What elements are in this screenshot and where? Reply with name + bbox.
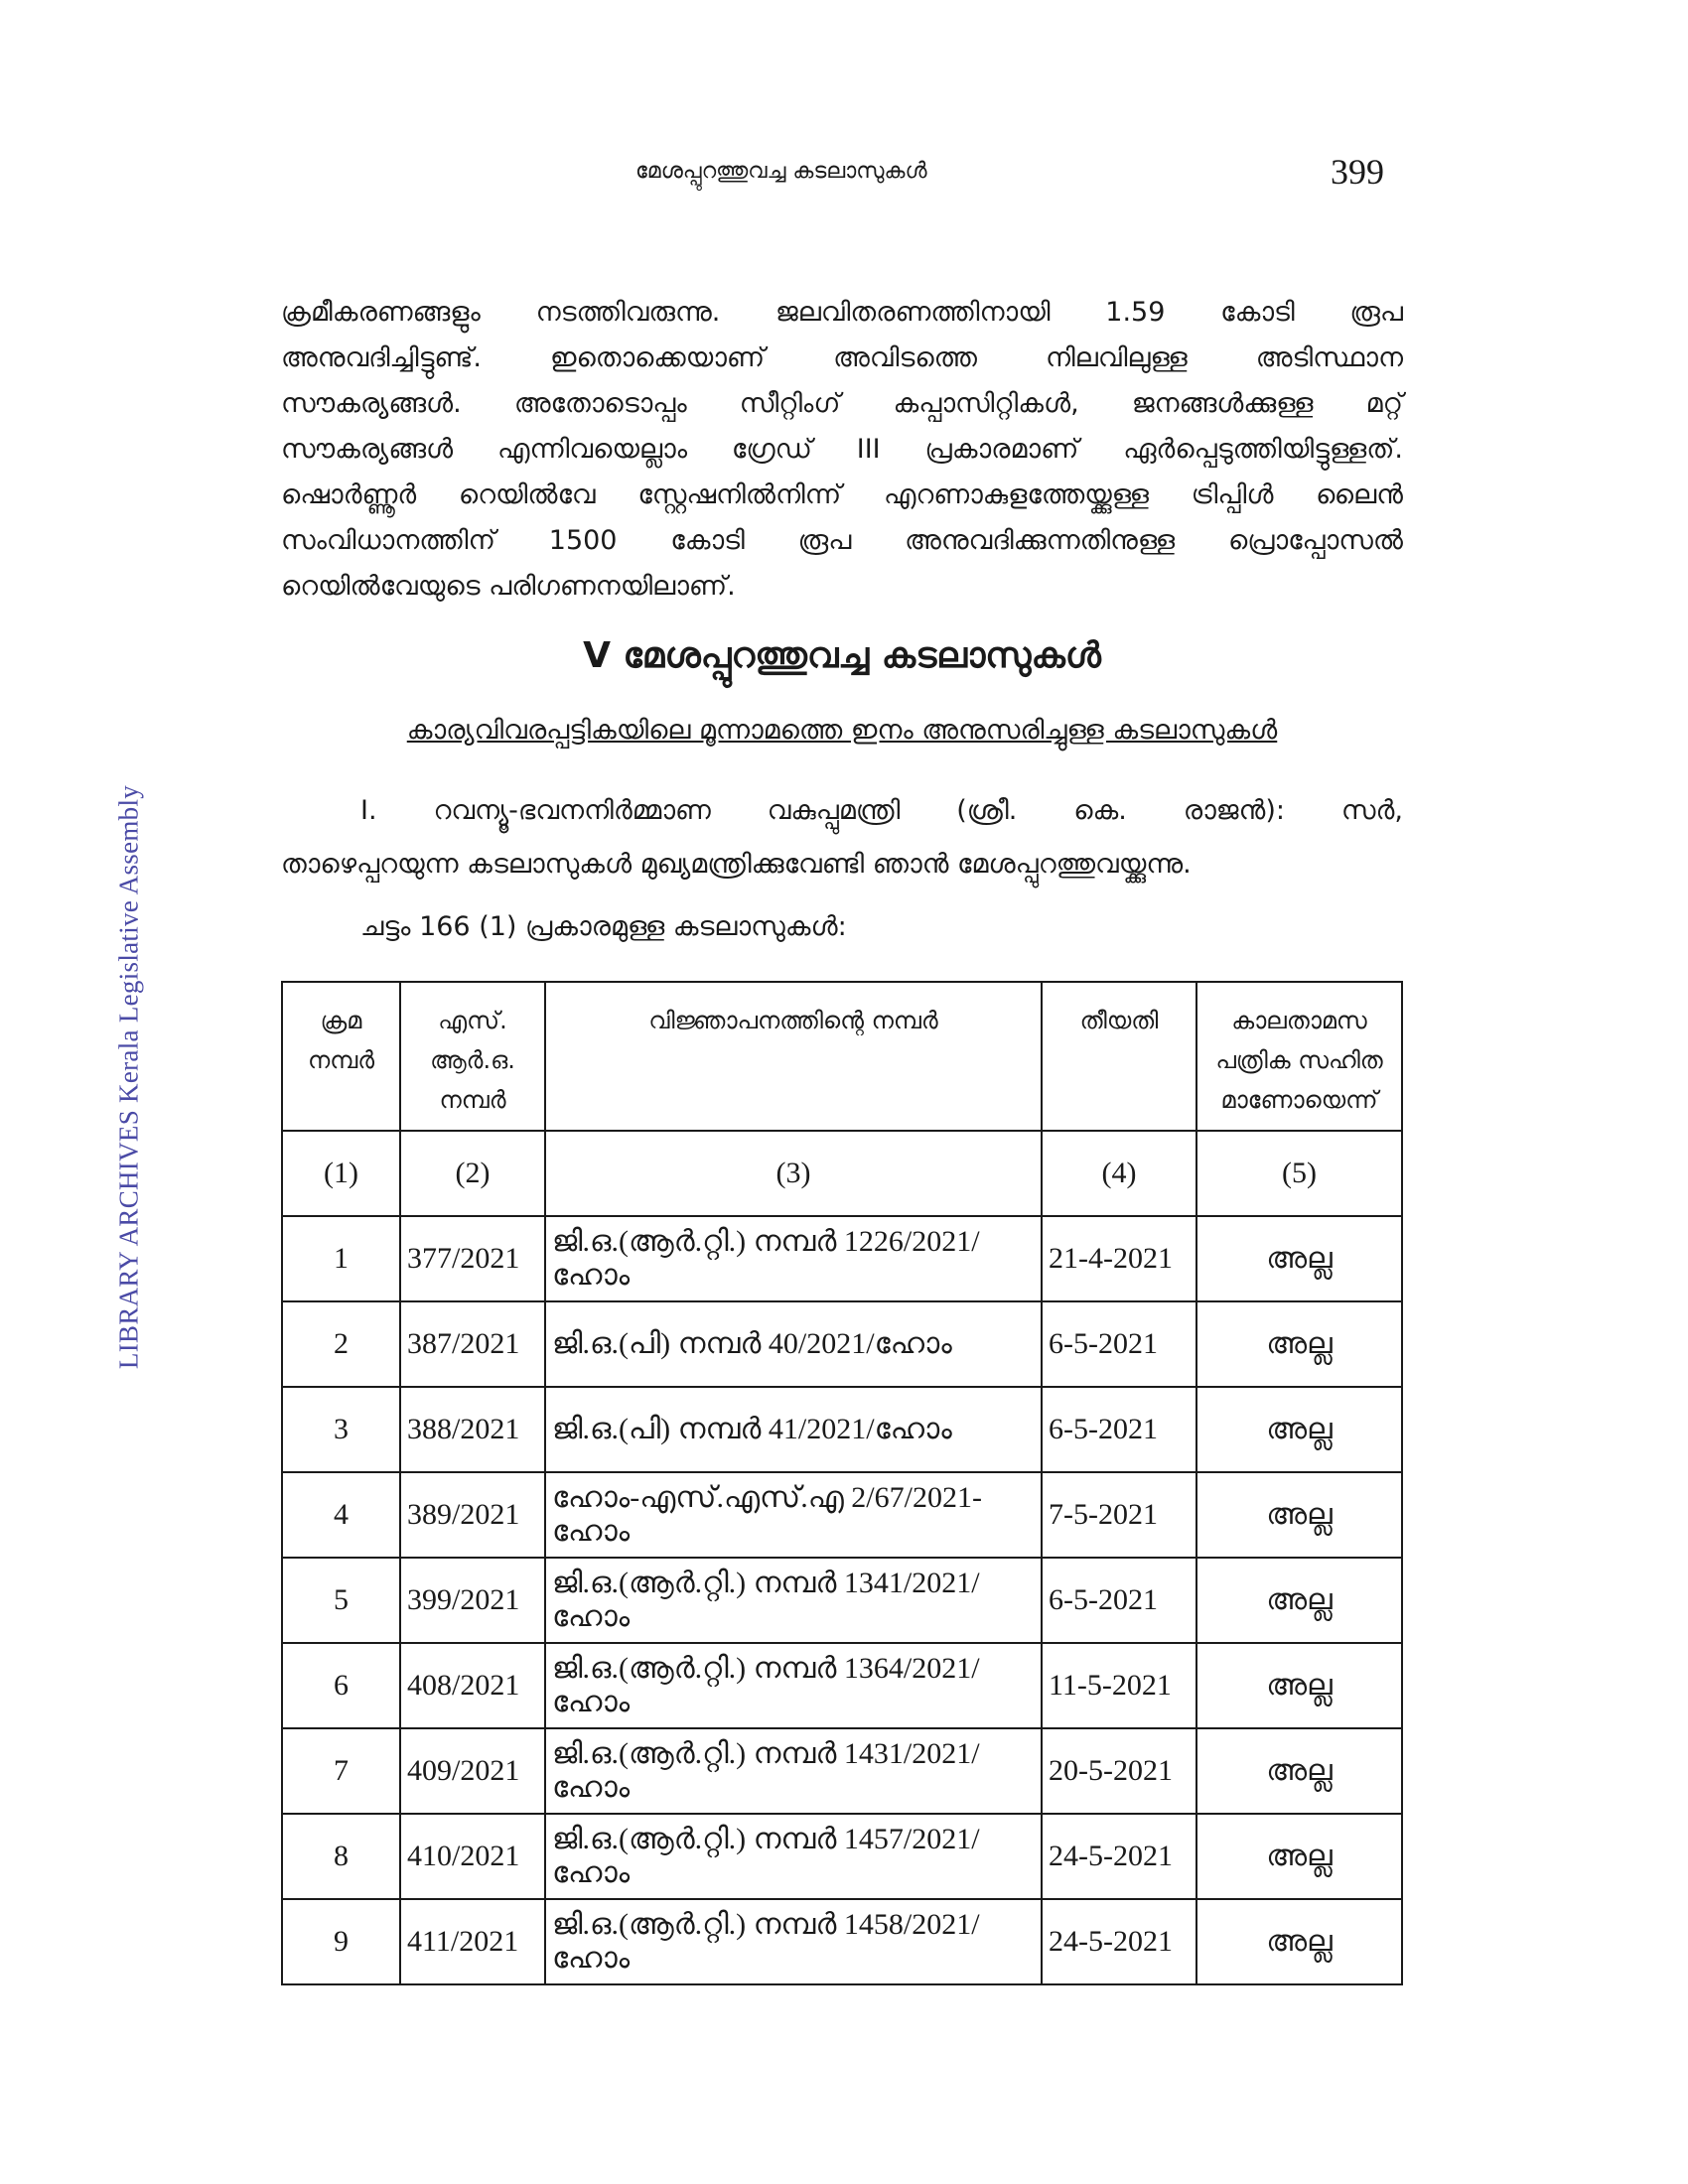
column-number: (1) [282, 1131, 400, 1216]
row-serial: 4 [282, 1472, 400, 1558]
row-notification: ജി.ഒ.(പി) നമ്പർ 41/2021/ഹോം [545, 1387, 1042, 1472]
row-notification: ജി.ഒ.(ആർ.റ്റി.) നമ്പർ 1431/2021/ഹോം [545, 1728, 1042, 1814]
row-sro-number: 409/2021 [400, 1728, 545, 1814]
row-serial: 8 [282, 1814, 400, 1899]
row-serial: 2 [282, 1301, 400, 1387]
column-number: (5) [1196, 1131, 1402, 1216]
row-delay-status: അല്ല [1196, 1643, 1402, 1728]
paragraph-line: സൗകര്യങ്ങൾ. അതോടൊപ്പം സീറ്റിംഗ് കപ്പാസിറ്റികൾ, ജനങ്ങൾക്കുള്ള മറ്റ് [281, 388, 1403, 419]
row-serial: 3 [282, 1387, 400, 1472]
table-header-row [282, 982, 1402, 1131]
row-sro-number: 410/2021 [400, 1814, 545, 1899]
row-date: 7-5-2021 [1042, 1472, 1196, 1558]
row-serial: 5 [282, 1558, 400, 1643]
row-sro-number: 388/2021 [400, 1387, 545, 1472]
paragraph-line: സംവിധാനത്തിന് 1500 കോടി രൂപ അനുവദിക്കുന്നതിനുള്ള പ്രൊപ്പോസൽ [281, 525, 1403, 556]
row-delay-status: അല്ല [1196, 1728, 1402, 1814]
row-sro-number: 411/2021 [400, 1899, 545, 1984]
row-delay-status: അല്ല [1196, 1472, 1402, 1558]
row-serial: 6 [282, 1643, 400, 1728]
page-number: 399 [1331, 152, 1384, 192]
row-date: 6-5-2021 [1042, 1558, 1196, 1643]
table-row [282, 1301, 1402, 1387]
row-date: 24-5-2021 [1042, 1899, 1196, 1984]
table-row [282, 1728, 1402, 1814]
paragraph-line: സൗകര്യങ്ങൾ എന്നിവയെല്ലാം ഗ്രേഡ് III പ്രകാരമാണ് ഏർപ്പെടുത്തിയിട്ടുള്ളത്. [281, 434, 1403, 465]
row-notification: ജി.ഒ.(ആർ.റ്റി.) നമ്പർ 1458/2021/ഹോം [545, 1899, 1042, 1984]
row-serial: 7 [282, 1728, 400, 1814]
side-watermark: LIBRARY ARCHIVES Kerala Legislative Assembly [113, 784, 144, 1370]
row-notification: ജി.ഒ.(ആർ.റ്റി.) നമ്പർ 1226/2021/ഹോം [545, 1216, 1042, 1301]
row-delay-status: അല്ല [1196, 1814, 1402, 1899]
row-notification: ജി.ഒ.(ആർ.റ്റി.) നമ്പർ 1364/2021/ഹോം [545, 1643, 1042, 1728]
row-date: 6-5-2021 [1042, 1387, 1196, 1472]
table-row [282, 1899, 1402, 1984]
header-delay-statement: കാലതാമസ പത്രിക സഹിത മാണോയെന്ന് [1196, 982, 1402, 1131]
paragraph-line: ഷൊർണ്ണൂർ റെയിൽവേ സ്റ്റേഷനിൽനിന്ന് എറണാകുളത്തേയ്ക്കുള്ള ട്രിപ്പിൾ ലൈൻ [281, 479, 1403, 510]
row-date: 20-5-2021 [1042, 1728, 1196, 1814]
row-sro-number: 387/2021 [400, 1301, 545, 1387]
table-row [282, 1814, 1402, 1899]
header-date: തീയതി [1042, 982, 1196, 1131]
section-heading: V മേശപ്പുറത്തുവച്ച കടലാസുകൾ [583, 635, 1101, 676]
paragraph-line: ക്രമീകരണങ്ങളും നടത്തിവരുന്നു. ജലവിതരണത്തിനായി 1.59 കോടി രൂപ [281, 297, 1403, 328]
row-delay-status: അല്ല [1196, 1387, 1402, 1472]
row-date: 21-4-2021 [1042, 1216, 1196, 1301]
rule-reference: ചട്ടം 166 (1) പ്രകാരമുള്ള കടലാസുകൾ: [360, 911, 847, 942]
intro-line-1: I. റവന്യൂ-ഭവനനിർമ്മാണ വകുപ്പുമന്ത്രി (ശ്രീ. കെ. രാജൻ): സർ, [360, 795, 1403, 826]
column-number-row [282, 1131, 1402, 1216]
row-sro-number: 408/2021 [400, 1643, 545, 1728]
table-row [282, 1643, 1402, 1728]
intro-line-2: താഴെപ്പറയുന്ന കടലാസുകൾ മുഖ്യമന്ത്രിക്കുവേണ്ടി ഞാൻ മേശപ്പുറത്തുവയ്ക്കുന്നു. [281, 849, 1192, 880]
row-delay-status: അല്ല [1196, 1301, 1402, 1387]
header-serial: ക്രമ നമ്പർ [282, 982, 400, 1131]
row-delay-status: അല്ല [1196, 1216, 1402, 1301]
body-paragraph [281, 290, 1403, 610]
row-date: 11-5-2021 [1042, 1643, 1196, 1728]
row-notification: ഹോം-എസ്.എസ്.എ 2/67/2021-ഹോം [545, 1472, 1042, 1558]
column-number: (2) [400, 1131, 545, 1216]
table-row [282, 1558, 1402, 1643]
row-sro-number: 399/2021 [400, 1558, 545, 1643]
row-date: 24-5-2021 [1042, 1814, 1196, 1899]
intro-statement [281, 784, 1403, 891]
running-header: മേശപ്പുറത്തുവച്ച കടലാസുകൾ [635, 159, 927, 184]
header-notification: വിജ്ഞാപനത്തിന്റെ നമ്പർ [545, 982, 1042, 1131]
column-number: (4) [1042, 1131, 1196, 1216]
row-delay-status: അല്ല [1196, 1558, 1402, 1643]
row-serial: 1 [282, 1216, 400, 1301]
header-sro: എസ്. ആർ.ഒ. നമ്പർ [400, 982, 545, 1131]
row-sro-number: 377/2021 [400, 1216, 545, 1301]
row-notification: ജി.ഒ.(ആർ.റ്റി.) നമ്പർ 1341/2021/ഹോം [545, 1558, 1042, 1643]
sub-heading: കാര്യവിവരപ്പട്ടികയിലെ മൂന്നാമത്തെ ഇനം അനുസരിച്ചുള്ള കടലാസുകൾ [406, 715, 1278, 746]
paragraph-line: റെയിൽവേയുടെ പരിഗണനയിലാണ്. [281, 571, 736, 602]
row-delay-status: അല്ല [1196, 1899, 1402, 1984]
table-row [282, 1387, 1402, 1472]
row-notification: ജി.ഒ.(പി) നമ്പർ 40/2021/ഹോം [545, 1301, 1042, 1387]
column-number: (3) [545, 1131, 1042, 1216]
paragraph-line: അനുവദിച്ചിട്ടുണ്ട്. ഇതൊക്കെയാണ് അവിടത്തെ നിലവിലുള്ള അടിസ്ഥാന [281, 342, 1403, 373]
row-notification: ജി.ഒ.(ആർ.റ്റി.) നമ്പർ 1457/2021/ഹോം [545, 1814, 1042, 1899]
row-date: 6-5-2021 [1042, 1301, 1196, 1387]
table-row [282, 1472, 1402, 1558]
papers-table [281, 981, 1403, 1985]
table-row [282, 1216, 1402, 1301]
row-sro-number: 389/2021 [400, 1472, 545, 1558]
row-serial: 9 [282, 1899, 400, 1984]
